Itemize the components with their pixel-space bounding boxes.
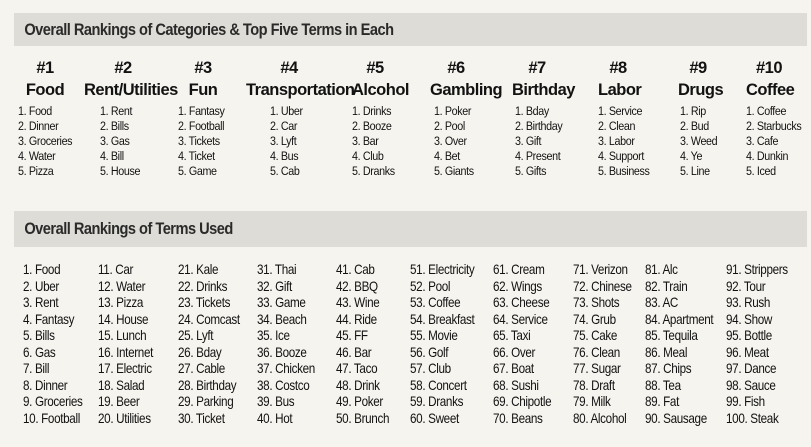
category-name: Alcohol	[352, 81, 409, 99]
term-item: 28. Birthday	[178, 377, 237, 393]
category-rank: #1	[36, 59, 54, 77]
term-item: 44. Ride	[336, 311, 377, 327]
terms-column	[336, 262, 398, 427]
term-item: 6. Gas	[23, 344, 56, 360]
category-name: Food	[25, 81, 65, 99]
term-item: 33. Game	[257, 295, 306, 310]
term-item: 9. Groceries	[23, 394, 83, 409]
term-item: 4. Fantasy	[23, 311, 75, 327]
term-item: 72. Chinese	[573, 278, 632, 294]
category-rank: #7	[528, 59, 546, 77]
category-term: 3. Over	[434, 134, 467, 148]
category-term: 5. Line	[680, 164, 710, 178]
category-term: 1. Bday	[515, 104, 549, 118]
term-item: 58. Concert	[410, 377, 467, 393]
terms-column	[645, 262, 724, 427]
category-block-transportation	[246, 58, 355, 179]
term-item: 84. Apartment	[645, 311, 714, 327]
category-name: Fun	[188, 81, 218, 99]
category-block-gambling	[430, 58, 503, 179]
term-item: 27. Cable	[178, 361, 225, 376]
category-term: 1. Service	[598, 104, 643, 118]
term-item: 79. Milk	[573, 394, 611, 409]
terms-section-title: Overall Rankings of Terms Used	[24, 219, 233, 238]
category-rank: #6	[447, 59, 465, 77]
category-block-food	[18, 58, 72, 179]
category-rank: #5	[366, 59, 384, 77]
category-term: 4. Ticket	[178, 149, 215, 163]
category-block-labor	[598, 58, 650, 179]
terms-column	[493, 262, 561, 427]
category-terms	[84, 104, 162, 179]
term-item: 25. Lyft	[178, 328, 214, 343]
term-item: 50. Brunch	[336, 410, 390, 426]
term-item: 82. Train	[645, 278, 688, 294]
term-item: 43. Wine	[336, 295, 380, 310]
category-term: 2. Pool	[434, 119, 465, 133]
term-item: 21. Kale	[178, 262, 219, 277]
term-item: 74. Grub	[573, 311, 616, 327]
term-item: 57. Club	[410, 361, 451, 376]
term-item: 88. Tea	[645, 377, 681, 393]
term-item: 66. Over	[493, 344, 536, 360]
term-item: 11. Car	[98, 262, 134, 277]
category-term: 2. Booze	[352, 119, 392, 133]
category-term: 5. Business	[598, 164, 650, 178]
terms-column	[178, 262, 250, 427]
category-name: Coffee	[746, 81, 795, 99]
category-term: 3. Labor	[598, 134, 635, 148]
category-terms	[512, 104, 562, 179]
category-term: 4. Bus	[270, 149, 299, 163]
terms-column	[23, 262, 92, 427]
term-item: 16. Internet	[98, 344, 154, 360]
term-item: 34. Beach	[257, 311, 307, 327]
category-term: 2. Football	[178, 119, 225, 133]
term-item: 92. Tour	[726, 278, 766, 294]
term-item: 78. Draft	[573, 377, 615, 393]
category-rank: #9	[689, 59, 707, 77]
term-item: 22. Drinks	[178, 278, 228, 294]
terms-column	[98, 262, 162, 427]
term-item: 24. Comcast	[178, 311, 240, 327]
term-item: 12. Water	[98, 278, 146, 294]
category-name: Birthday	[512, 81, 575, 99]
category-term: 4. Present	[515, 149, 561, 163]
term-item: 89. Fat	[645, 394, 679, 409]
term-item: 95. Bottle	[726, 328, 772, 343]
term-item: 54. Breakfast	[410, 311, 475, 327]
term-item: 63. Cheese	[493, 295, 550, 310]
term-item: 15. Lunch	[98, 328, 147, 343]
term-item: 59. Dranks	[410, 394, 464, 409]
term-item: 60. Sweet	[410, 410, 459, 426]
term-item: 18. Salad	[98, 377, 145, 393]
term-item: 67. Boat	[493, 361, 534, 376]
term-item: 32. Gift	[257, 278, 292, 294]
terms-section-header	[14, 211, 807, 247]
category-term: 3. Tickets	[178, 134, 220, 148]
term-item: 1. Food	[23, 262, 61, 277]
category-terms	[246, 104, 332, 179]
category-term: 4. Dunkin	[746, 149, 789, 163]
term-item: 51. Electricity	[410, 262, 475, 277]
term-item: 5. Bills	[23, 328, 55, 343]
term-item: 87. Chips	[645, 361, 692, 376]
term-item: 37. Chicken	[257, 361, 315, 376]
term-item: 46. Bar	[336, 344, 372, 360]
category-terms	[178, 104, 228, 179]
term-item: 35. Ice	[257, 328, 290, 343]
term-item: 41. Cab	[336, 262, 375, 277]
category-term: 1. Rent	[100, 104, 133, 118]
term-item: 55. Movie	[410, 328, 458, 343]
category-term: 4. Club	[352, 149, 384, 163]
term-item: 99. Fish	[726, 394, 765, 409]
category-name: Gambling	[430, 81, 503, 99]
term-item: 90. Sausage	[645, 410, 707, 426]
term-item: 8. Dinner	[23, 377, 68, 393]
category-term: 2. Bud	[680, 119, 709, 133]
term-item: 71. Verizon	[573, 262, 628, 277]
term-item: 10. Football	[23, 410, 80, 426]
category-term: 5. Gifts	[515, 164, 547, 178]
term-item: 73. Shots	[573, 295, 620, 310]
term-item: 45. FF	[336, 328, 368, 343]
category-term: 3. Weed	[680, 134, 718, 148]
terms-column	[573, 262, 641, 427]
category-rank: #4	[280, 59, 298, 77]
category-term: 3. Cafe	[746, 134, 779, 148]
category-term: 3. Gas	[100, 134, 130, 148]
category-term: 4. Ye	[680, 149, 703, 163]
category-name: Labor	[598, 81, 642, 99]
category-term: 5. Iced	[746, 164, 776, 178]
term-item: 61. Cream	[493, 262, 545, 277]
term-item: 81. Alc	[645, 262, 678, 277]
category-terms	[746, 104, 802, 179]
term-item: 77. Sugar	[573, 361, 621, 376]
term-item: 48. Drink	[336, 377, 380, 393]
term-item: 75. Cake	[573, 328, 618, 343]
term-item: 19. Beer	[98, 394, 140, 409]
category-block-fun	[178, 58, 228, 179]
term-item: 86. Meal	[645, 344, 688, 360]
term-item: 96. Meat	[726, 344, 769, 360]
term-item: 62. Wings	[493, 278, 542, 294]
term-item: 2. Uber	[23, 278, 59, 294]
category-term: 4. Bill	[100, 149, 124, 163]
category-term: 2. Clean	[598, 119, 636, 133]
category-term: 5. Pizza	[18, 164, 54, 178]
category-rank: #2	[114, 59, 132, 77]
term-item: 83. AC	[645, 295, 679, 310]
category-block-alcohol	[352, 58, 409, 179]
categories-section-header	[14, 13, 807, 46]
term-item: 3. Rent	[23, 295, 59, 310]
category-term: 2. Bills	[100, 119, 129, 133]
term-item: 80. Alcohol	[573, 410, 627, 426]
category-block-birthday	[512, 58, 575, 179]
term-item: 91. Strippers	[726, 262, 788, 277]
category-term: 3. Bar	[352, 134, 379, 148]
category-term: 4. Support	[598, 149, 644, 163]
category-block-rent-utilities	[84, 58, 178, 179]
term-item: 68. Sushi	[493, 377, 539, 393]
category-term: 2. Car	[270, 119, 298, 133]
term-item: 64. Service	[493, 311, 548, 327]
term-item: 39. Bus	[257, 394, 295, 409]
categories-section-title: Overall Rankings of Categories & Top Five Terms in Each	[24, 20, 394, 39]
term-item: 93. Rush	[726, 295, 771, 310]
term-item: 85. Tequila	[645, 328, 698, 343]
category-term: 1. Poker	[434, 104, 472, 118]
category-terms	[598, 104, 650, 179]
category-term: 1. Food	[18, 104, 52, 118]
category-term: 5. House	[100, 164, 141, 178]
category-block-drugs	[678, 58, 724, 179]
term-item: 49. Poker	[336, 394, 383, 409]
term-item: 13. Pizza	[98, 295, 144, 310]
category-term: 1. Drinks	[352, 104, 392, 118]
category-term: 3. Groceries	[18, 134, 73, 148]
term-item: 36. Booze	[257, 344, 307, 360]
term-item: 97. Dance	[726, 361, 777, 376]
category-name: Drugs	[678, 81, 724, 99]
category-term: 1. Uber	[270, 104, 303, 118]
category-term: 5. Giants	[434, 164, 474, 178]
term-item: 23. Tickets	[178, 295, 231, 310]
category-term: 1. Rip	[680, 104, 706, 118]
term-item: 38. Costco	[257, 377, 310, 393]
category-name: Rent/Utilities	[84, 81, 178, 99]
terms-column	[257, 262, 324, 427]
term-item: 31. Thai	[257, 262, 297, 277]
category-term: 1. Coffee	[746, 104, 787, 118]
category-term: 5. Dranks	[352, 164, 395, 178]
term-item: 26. Bday	[178, 344, 222, 360]
term-item: 17. Electric	[98, 361, 152, 376]
term-item: 69. Chipotle	[493, 394, 552, 409]
category-terms	[352, 104, 398, 179]
term-item: 53. Coffee	[410, 295, 461, 310]
category-term: 2. Starbucks	[746, 119, 802, 133]
category-term: 3. Lyft	[270, 134, 297, 148]
term-item: 94. Show	[726, 311, 772, 327]
term-item: 76. Clean	[573, 344, 620, 360]
term-item: 52. Pool	[410, 278, 451, 294]
term-item: 14. House	[98, 311, 149, 327]
category-term: 3. Gift	[515, 134, 542, 148]
term-item: 30. Ticket	[178, 410, 225, 426]
category-rank: #3	[194, 59, 212, 77]
category-term: 1. Fantasy	[178, 104, 225, 118]
term-item: 47. Taco	[336, 361, 378, 376]
term-item: 56. Golf	[410, 344, 449, 360]
category-rank: #10	[755, 59, 783, 77]
term-item: 29. Parking	[178, 394, 234, 409]
term-item: 42. BBQ	[336, 278, 378, 294]
category-term: 2. Dinner	[18, 119, 59, 133]
category-terms	[678, 104, 718, 179]
category-rank: #8	[609, 59, 627, 77]
category-block-coffee	[746, 58, 802, 179]
category-term: 5. Game	[178, 164, 217, 178]
terms-column	[726, 262, 798, 427]
term-item: 100. Steak	[726, 410, 779, 426]
term-item: 7. Bill	[23, 361, 50, 376]
category-term: 5. Cab	[270, 164, 300, 178]
category-term: 4. Water	[18, 149, 56, 163]
terms-column	[410, 262, 485, 427]
term-item: 40. Hot	[257, 410, 293, 426]
category-terms	[18, 104, 72, 179]
category-term: 4. Bet	[434, 149, 460, 163]
term-item: 20. Utilities	[98, 410, 151, 426]
category-name: Transportation	[246, 81, 355, 99]
category-term: 2. Birthday	[515, 119, 563, 133]
term-item: 70. Beans	[493, 410, 543, 426]
category-terms	[430, 104, 482, 179]
term-item: 98. Sauce	[726, 377, 776, 393]
term-item: 65. Taxi	[493, 328, 531, 343]
